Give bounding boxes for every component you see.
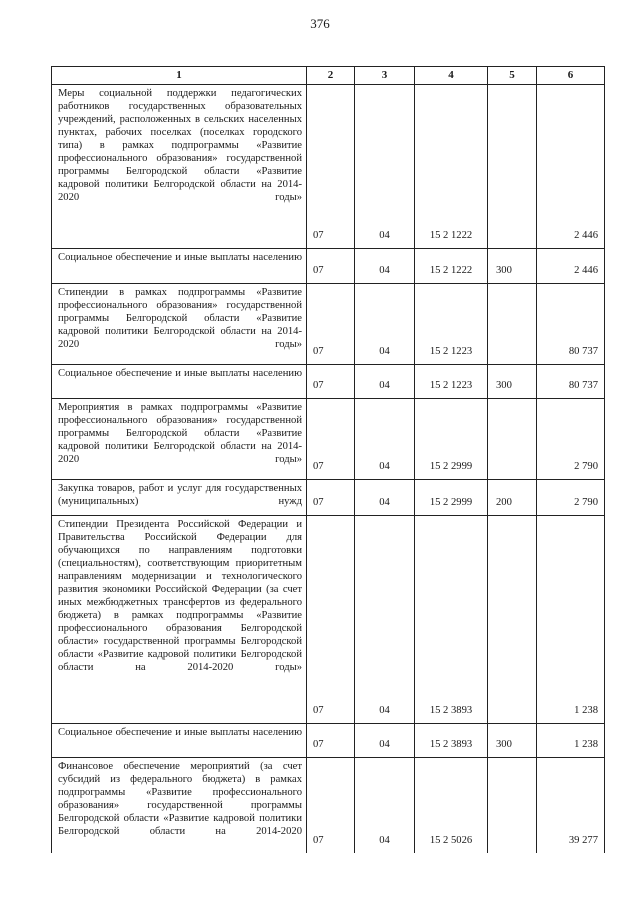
row-subsection: 04 (355, 284, 415, 365)
column-header-expense-type: 5 (488, 67, 537, 85)
table-row (52, 480, 605, 516)
column-header-subsection: 3 (355, 67, 415, 85)
table-row (52, 249, 605, 284)
row-expense-type: 300 (488, 249, 537, 284)
table-row (52, 284, 605, 365)
row-target: 15 2 3893 (415, 724, 488, 758)
row-subsection: 04 (355, 516, 415, 724)
row-section: 07 (307, 724, 355, 758)
row-name: Меры социальной поддержки педагогических работников государственных образовательных учреждений, расположенных в сельских населенных пунктах, рабочих поселках (поселках городского типа) в рамках подпрограммы «Развитие профессионального образования» государственной программы Белгородской области «Развитие кадровой политики Белгородской области на 2014-2020 годы» (52, 85, 307, 249)
row-expense-type (488, 516, 537, 724)
row-name: Социальное обеспечение и иные выплаты населению (52, 724, 307, 758)
row-name: Финансовое обеспечение мероприятий (за счет субсидий из федерального бюджета) в рамках подпрограммы «Развитие профессионального образования» государственной программы Белгородской области «Развитие кадровой политики Белгородской области на 2014-2020 (52, 758, 307, 853)
column-header-name: 1 (52, 67, 307, 85)
table-row (52, 724, 605, 758)
table-row (52, 365, 605, 399)
table-row (52, 516, 605, 724)
row-expense-type (488, 758, 537, 853)
row-amount: 39 277 (537, 758, 605, 853)
row-expense-type: 200 (488, 480, 537, 516)
row-subsection: 04 (355, 480, 415, 516)
row-target: 15 2 2999 (415, 480, 488, 516)
row-subsection: 04 (355, 85, 415, 249)
row-section: 07 (307, 365, 355, 399)
row-target: 15 2 1223 (415, 365, 488, 399)
row-name: Социальное обеспечение и иные выплаты населению (52, 249, 307, 284)
row-amount: 2 790 (537, 399, 605, 480)
row-section: 07 (307, 758, 355, 853)
row-name: Социальное обеспечение и иные выплаты населению (52, 365, 307, 399)
table-row (52, 85, 605, 249)
row-amount: 80 737 (537, 365, 605, 399)
column-header-target: 4 (415, 67, 488, 85)
table-header-row (52, 67, 605, 85)
row-subsection: 04 (355, 365, 415, 399)
row-section: 07 (307, 516, 355, 724)
row-expense-type (488, 399, 537, 480)
row-subsection: 04 (355, 758, 415, 853)
row-expense-type: 300 (488, 365, 537, 399)
row-section: 07 (307, 480, 355, 516)
row-amount: 1 238 (537, 516, 605, 724)
row-section: 07 (307, 249, 355, 284)
row-amount: 1 238 (537, 724, 605, 758)
table-row (52, 758, 605, 853)
table-row (52, 399, 605, 480)
row-section: 07 (307, 284, 355, 365)
row-name: Мероприятия в рамках подпрограммы «Развитие профессионального образования» государственной программы Белгородской области «Развитие кадровой политики Белгородской области на 2014-2020 годы» (52, 399, 307, 480)
row-amount: 2 446 (537, 249, 605, 284)
row-section: 07 (307, 399, 355, 480)
row-expense-type: 300 (488, 724, 537, 758)
page-number: 376 (310, 16, 330, 31)
row-target: 15 2 1222 (415, 85, 488, 249)
row-section: 07 (307, 85, 355, 249)
row-subsection: 04 (355, 399, 415, 480)
row-target: 15 2 5026 (415, 758, 488, 853)
row-amount: 80 737 (537, 284, 605, 365)
budget-table (51, 66, 605, 853)
row-expense-type (488, 85, 537, 249)
row-name: Стипендии Президента Российской Федерации и Правительства Российской Федерации для обучающихся по направлениям подготовки (специальностям), соответствующим приоритетным направлениям модернизации и технологического развития экономики Российской Федерации (за счет иных межбюджетных трансфертов из федерального бюджета) в рамках подпрограммы «Развитие профессионального образования Белгородской области» государственной программы Белгородской области «Развитие кадровой политики Белгородской области на 2014-2020 годы» (52, 516, 307, 724)
row-target: 15 2 3893 (415, 516, 488, 724)
column-header-amount: 6 (537, 67, 605, 85)
column-header-section: 2 (307, 67, 355, 85)
row-amount: 2 790 (537, 480, 605, 516)
row-name: Стипендии в рамках подпрограммы «Развитие профессионального образования» государственной программы Белгородской области «Развитие кадровой политики Белгородской области на 2014-2020 годы» (52, 284, 307, 365)
row-subsection: 04 (355, 249, 415, 284)
row-target: 15 2 2999 (415, 399, 488, 480)
row-expense-type (488, 284, 537, 365)
row-target: 15 2 1223 (415, 284, 488, 365)
row-name: Закупка товаров, работ и услуг для государственных (муниципальных) нужд (52, 480, 307, 516)
row-target: 15 2 1222 (415, 249, 488, 284)
row-subsection: 04 (355, 724, 415, 758)
row-amount: 2 446 (537, 85, 605, 249)
